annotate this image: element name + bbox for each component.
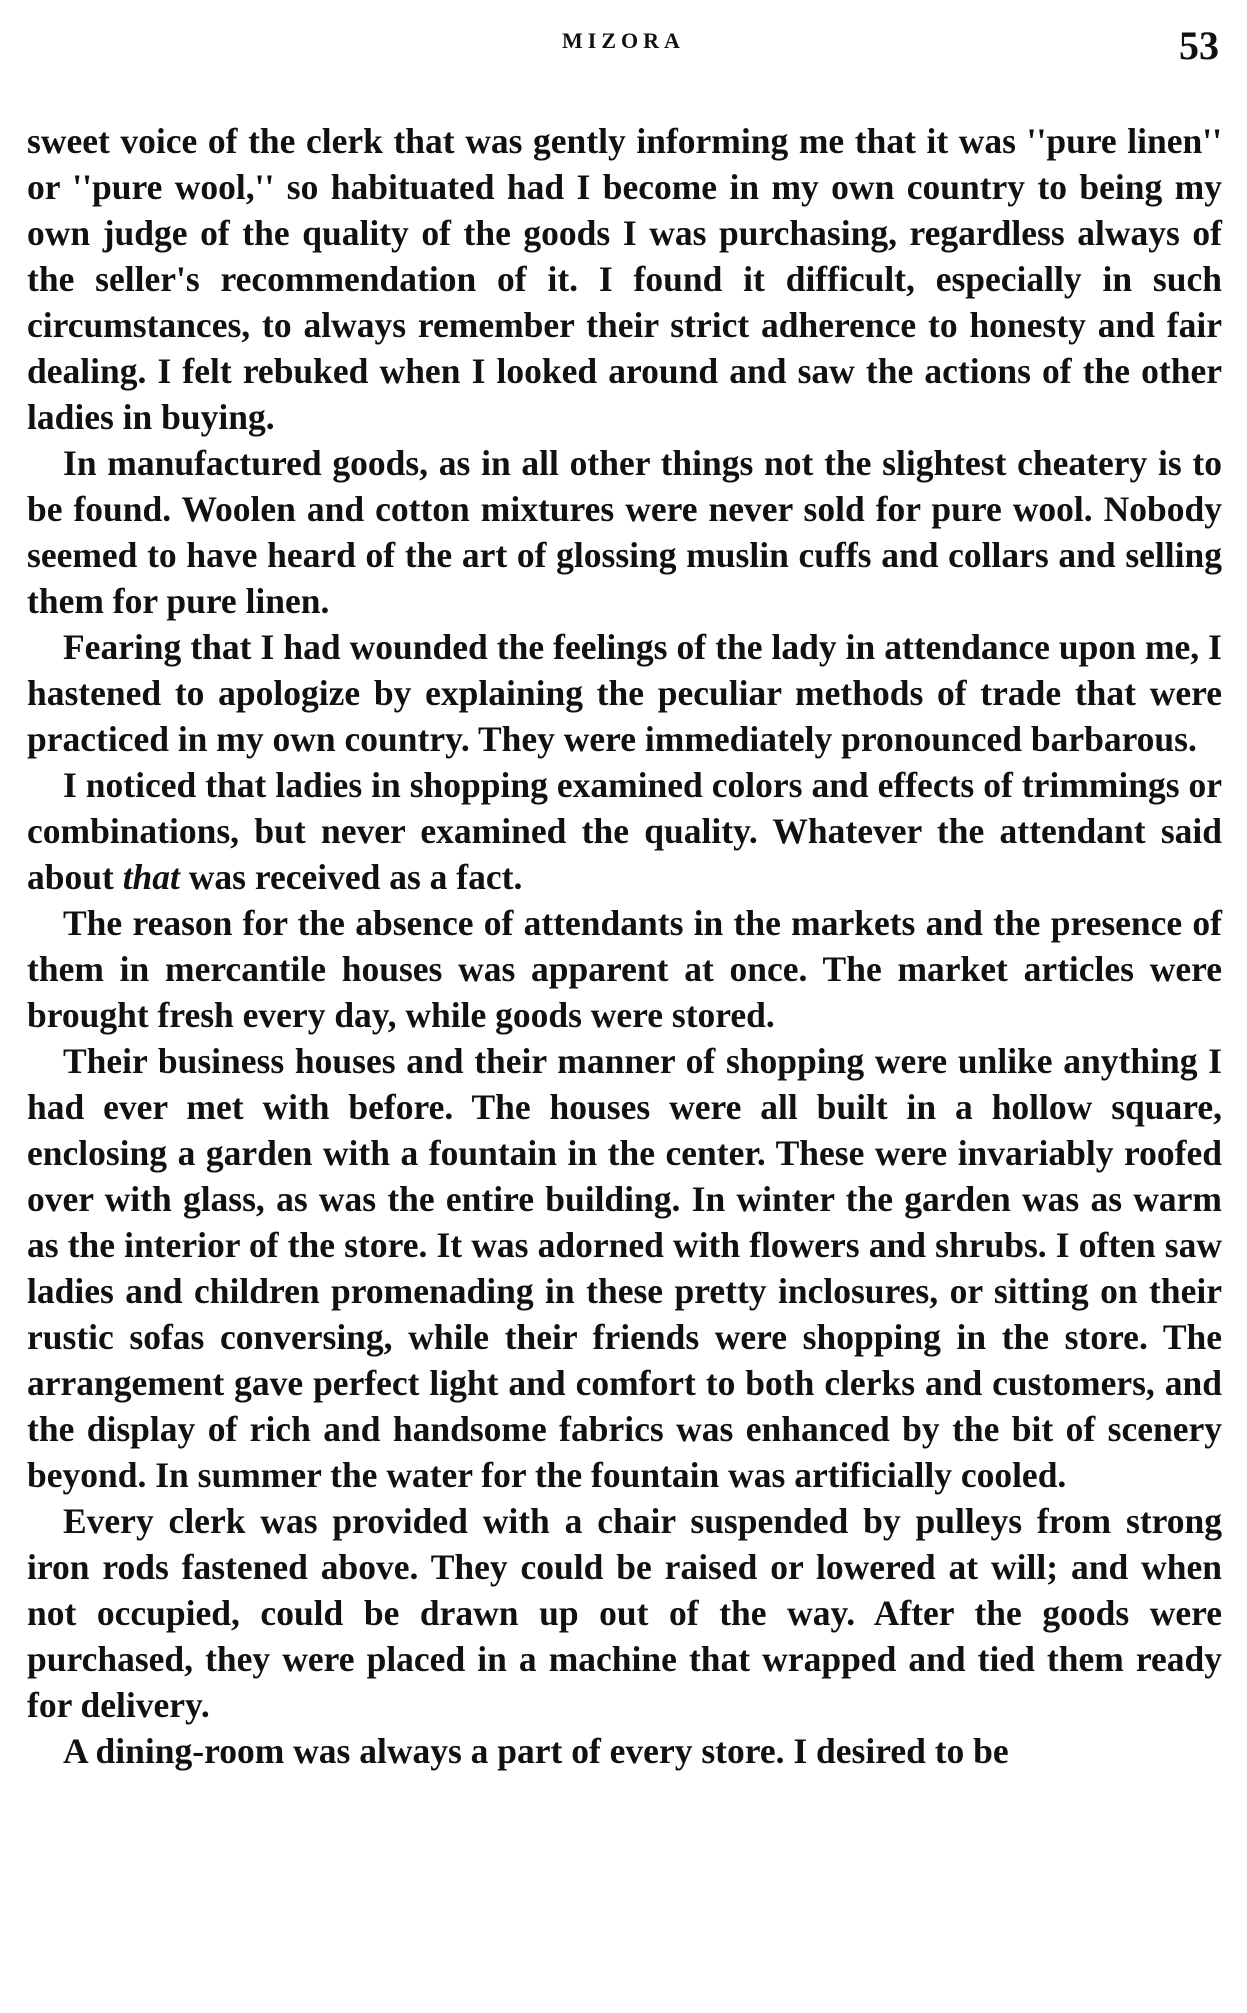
paragraph-8: A dining-room was always a part of every store. I desired to be	[63, 1731, 1009, 1771]
paragraph-6: Their business houses and their manner of shopping were unlike anything I had ever met with before. The houses were all built in a hollow square, enclosing a garden with a fountain in the center. These were invariably roofed over with glass, as was the entire building. In winter the garden was as warm as the interior of the store. It was adorned with flowers and shrubs. I often saw ladies and children promenading in these pretty inclosures, or sitting on their rustic sofas conversing, while their friends were shopping in the store. The arrangement gave perfect light and comfort to both clerks and customers, and the display of rich and handsome fabrics was enhanced by the bit of scenery beyond. In summer the water for the fountain was artificially cooled.	[27, 1041, 1222, 1495]
running-head	[0, 22, 1247, 68]
paragraph-3: Fearing that I had wounded the feelings of the lady in attendance upon me, I hastened to apologize by explaining the peculiar methods of trade that were practiced in my own country. They were immediately pronounced barbarous.	[27, 627, 1222, 759]
paragraph-5: The reason for the absence of attendants in the markets and the presence of them in mercantile houses was apparent at once. The market articles were brought fresh every day, while goods were stored.	[27, 903, 1222, 1035]
body-text	[27, 118, 1222, 1774]
running-title: MIZORA	[562, 28, 685, 53]
paragraph-4-before: I noticed that ladies in shopping examined colors and effects of trimmings or combinations, but never examined the quality. Whatever the attendant said about	[27, 765, 1222, 897]
paragraph-4-emphasis: that	[122, 857, 180, 897]
paragraph-7: Every clerk was provided with a chair suspended by pulleys from strong iron rods fastened above. They could be raised or lowered at will; and when not occupied, could be drawn up out of the way. After the goods were purchased, they were placed in a machine that wrapped and tied them ready for delivery.	[27, 1501, 1222, 1725]
page-number: 53	[1179, 23, 1219, 68]
paragraph-2: In manufactured goods, as in all other things not the slightest cheatery is to be found. Woolen and cotton mixtures were never sold for pure wool. Nobody seemed to have heard of the art of glossing muslin cuffs and collars and selling them for pure linen.	[27, 443, 1222, 621]
paragraph-4	[27, 762, 1222, 900]
paragraph-1: sweet voice of the clerk that was gently informing me that it was ''pure linen'' or ''pure wool,'' so habituated had I become in my own country to being my own judge of the quality of the goods I was purchasing, regardless always of the seller's recommendation of it. I found it difficult, especially in such circumstances, to always remember their strict adherence to honesty and fair dealing. I felt rebuked when I looked around and saw the actions of the other ladies in buying.	[27, 121, 1222, 437]
paragraph-4-after: was received as a fact.	[179, 857, 523, 897]
